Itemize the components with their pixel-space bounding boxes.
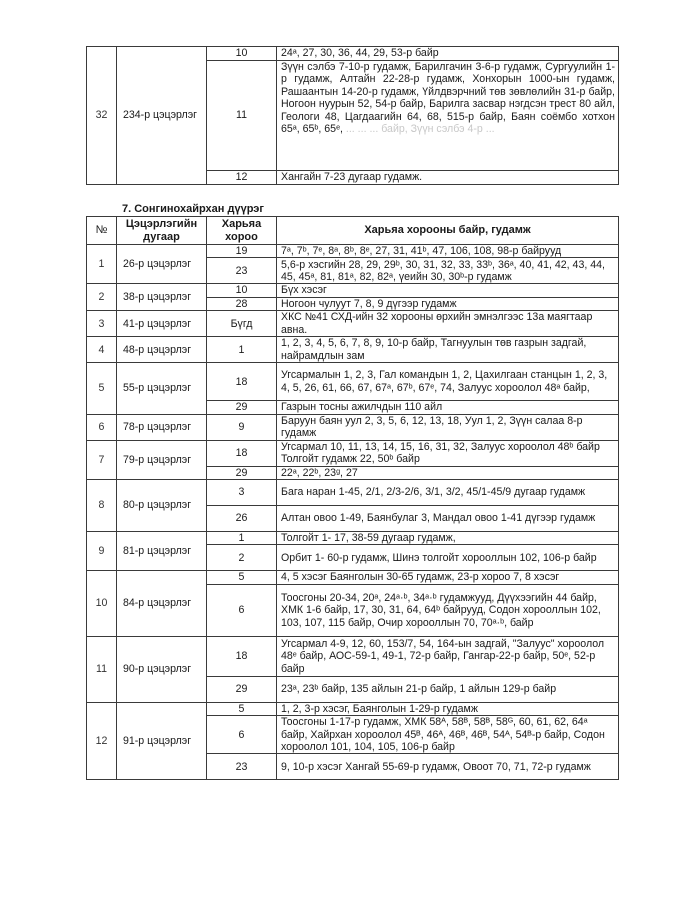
faded-address-text: ... ... ... байр, Зүүн сэлбэ 4-р ... <box>345 123 495 136</box>
kindergarten-name: 78-р цэцэрлэг <box>117 414 207 440</box>
khoroo-cell: 28 <box>207 297 277 310</box>
khoroo-cell: 10 <box>207 47 277 61</box>
table-row <box>87 440 619 466</box>
row-number: 5 <box>87 363 117 414</box>
address-cell: 1, 2, 3-р хэсэг, Баянголын 1-29-р гудамж <box>277 702 619 715</box>
kindergarten-name: 80-р цэцэрлэг <box>117 480 207 532</box>
address-cell: Бүх хэсэг <box>277 284 619 297</box>
address-cell: Тоосгоны 20-34, 20ᵃ, 24ᵃ·ᵇ, 34ᵃ·ᵇ гудамжууд, Дүүхээгийн 44 байр, ХМК 1-6 байр, 17, 30, 31, 64, 64ᵇ байрууд, Содон хорооллын 102, 103, 107, 115 байр, Очир хорооллын 70, 70ᵃ·ᵇ, байр <box>277 584 619 636</box>
table-body <box>87 245 619 780</box>
kindergarten-name: 41-р цэцэрлэг <box>117 311 207 337</box>
header-kindergarten: Цэцэрлэгийн дугаар <box>117 217 207 245</box>
khoroo-cell: 2 <box>207 545 277 571</box>
address-cell <box>277 61 619 171</box>
address-cell: Угсармал 10, 11, 13, 14, 15, 16, 31, 32, Залуус хороолол 48ᵇ байр Толгойт гудамж 22, 50ᵇ байр <box>277 440 619 466</box>
address-cell: 1, 2, 3, 4, 5, 6, 7, 8, 9, 10-р байр, Тагнуулын төв газрын задгай, найрамдлын зам <box>277 337 619 363</box>
table-row <box>87 532 619 545</box>
address-cell: Тоосгоны 1-17-р гудамж, ХМК 58ᴬ, 58ᴮ, 58ᴮ, 58ᴳ, 60, 61, 62, 64ᵃ байр, Хайрхан хороолол 45ᴮ, 46ᴬ, 46ᴮ, 46ᴮ, 54ᴬ, 54ᴮ-р байр, Содон хороолол 101, 104, 105, 106-р байр <box>277 716 619 754</box>
table-row <box>87 414 619 440</box>
kindergarten-name: 81-р цэцэрлэг <box>117 532 207 571</box>
row-number: 7 <box>87 440 117 479</box>
address-text: Зүүн сэлбэ 7-10-р гудамж, Барилгачин 3-6-р гудамж, Сургуулийн 1-р гудамж, Алтайн 22-28-р гудамж, Хонхорын 1000-ын гудамж, Рашаантын 14-20-р гудамж, Үйлдвэрчний төв зөвлөлийн 31-р байр, Ногоон нуурын 52, 54-р байр, Барилга засвар нэгдсэн трест 80 айл, Геологи 48, Цагдаагийн 64, 68, 515-р байр, Баян соёмбо хотхон 65ᵃ, 65ᵇ, 65ᵉ, <box>281 61 615 136</box>
address-cell: Бага наран 1-45, 2/1, 2/3-2/6, 3/1, 3/2, 45/1-45/9 дугаар гудамж <box>277 480 619 506</box>
table-row <box>87 363 619 401</box>
kindergarten-name: 38-р цэцэрлэг <box>117 284 207 311</box>
address-cell: Ногоон чулуут 7, 8, 9 дүгээр гудамж <box>277 297 619 310</box>
khoroo-cell: 1 <box>207 532 277 545</box>
khoroo-cell: 29 <box>207 676 277 702</box>
khoroo-cell: 29 <box>207 466 277 479</box>
row-number: 10 <box>87 571 117 636</box>
khoroo-cell: 6 <box>207 584 277 636</box>
khoroo-cell: 5 <box>207 571 277 584</box>
address-cell: 7ᵃ, 7ᵇ, 7ᵉ, 8ᵃ, 8ᵇ, 8ᵉ, 27, 31, 41ᵇ, 47, 106, 108, 98-р байрууд <box>277 245 619 258</box>
address-cell: 23ᵃ, 23ᵇ байр, 135 айлын 21-р байр, 1 айлын 129-р байр <box>277 676 619 702</box>
table-row <box>87 311 619 337</box>
address-cell: Угсармал 4-9, 12, 60, 153/7, 54, 164-ын задгай, "Залуус" хороолол 48ᵉ байр, АОС-59-1, 49-1, 72-р байр, Гангар-22-р байр, 50ᵉ, 52-р байр <box>277 636 619 676</box>
khoroo-cell: 5 <box>207 702 277 715</box>
row-number: 3 <box>87 311 117 337</box>
table-row <box>87 337 619 363</box>
previous-district-table <box>86 46 619 185</box>
khoroo-cell: 10 <box>207 284 277 297</box>
khoroo-cell: 18 <box>207 636 277 676</box>
khoroo-cell: 18 <box>207 363 277 401</box>
khoroo-cell: 6 <box>207 716 277 754</box>
khoroo-cell: 26 <box>207 506 277 532</box>
table-row <box>87 284 619 297</box>
kindergarten-name: 234-р цэцэрлэг <box>117 47 207 185</box>
header-addresses: Харьяа хорооны байр, гудамж <box>277 217 619 245</box>
table-row <box>87 702 619 715</box>
khoroo-cell: 1 <box>207 337 277 363</box>
row-number: 32 <box>87 47 117 185</box>
row-number: 12 <box>87 702 117 780</box>
address-cell: 22ᵃ, 22ᵇ, 23ᵍ, 27 <box>277 466 619 479</box>
address-cell: Угсармалын 1, 2, 3, Гал командын 1, 2, Цахилгаан станцын 1, 2, 3, 4, 5, 26, 61, 66, 67, 67ᵃ, 67ᵇ, 67ᵉ, 74, Залуус хороолол 48ᵃ байр, <box>277 363 619 401</box>
khoroo-cell: 3 <box>207 480 277 506</box>
address-cell: 4, 5 хэсэг Баянголын 30-65 гудамж, 23-р хороо 7, 8 хэсэг <box>277 571 619 584</box>
table-row <box>87 245 619 258</box>
kindergarten-name: 84-р цэцэрлэг <box>117 571 207 636</box>
kindergarten-name: 91-р цэцэрлэг <box>117 702 207 780</box>
header-no: № <box>87 217 117 245</box>
address-cell: Баруун баян уул 2, 3, 5, 6, 12, 13, 18, Уул 1, 2, Зүүн салаа 8-р гудамж <box>277 414 619 440</box>
khoroo-cell: 18 <box>207 440 277 466</box>
row-number: 1 <box>87 245 117 284</box>
row-number: 11 <box>87 636 117 702</box>
khoroo-cell: 9 <box>207 414 277 440</box>
address-cell: Алтан овоо 1-49, Баянбулаг 3, Мандал овоо 1-41 дүгээр гудамж <box>277 506 619 532</box>
address-cell: Хангайн 7-23 дугаар гудамж. <box>277 171 619 185</box>
address-cell: 5,6-р хэсгийн 28, 29, 29ᵇ, 30, 31, 32, 33, 33ᵇ, 36ᵃ, 40, 41, 42, 43, 44, 45, 45ᵃ, 81, 81ᵃ, 82, 82ᵃ, үеийн 30, 30ᵇ-р гудамж <box>277 258 619 284</box>
table-row <box>87 636 619 676</box>
kindergarten-name: 26-р цэцэрлэг <box>117 245 207 284</box>
row-number: 6 <box>87 414 117 440</box>
row-number: 4 <box>87 337 117 363</box>
address-cell: Газрын тосны ажилчдын 110 айл <box>277 401 619 414</box>
khoroo-cell: 11 <box>207 61 277 171</box>
khoroo-cell: 19 <box>207 245 277 258</box>
address-cell: ХКС №41 СХД-ийн 32 хорооны өрхийн эмнэлгээс 13а маягтаар авна. <box>277 311 619 337</box>
table-row <box>87 47 619 61</box>
table-row <box>87 571 619 584</box>
address-cell: Орбит 1- 60-р гудамж, Шинэ толгойт хорооллын 102, 106-р байр <box>277 545 619 571</box>
address-cell: 9, 10-р хэсэг Хангай 55-69-р гудамж, Овоот 70, 71, 72-р гудамж <box>277 754 619 780</box>
row-number: 9 <box>87 532 117 571</box>
kindergarten-name: 90-р цэцэрлэг <box>117 636 207 702</box>
row-number: 8 <box>87 480 117 532</box>
kindergarten-name: 55-р цэцэрлэг <box>117 363 207 414</box>
khoroo-cell: Бүгд <box>207 311 277 337</box>
address-cell: Толгойт 1- 17, 38-59 дугаар гудамж, <box>277 532 619 545</box>
table-header-row <box>87 217 619 245</box>
district-table <box>86 216 619 780</box>
address-cell: 24ᵃ, 27, 30, 36, 44, 29, 53-р байр <box>277 47 619 61</box>
header-khoroo: Харьяа хороо <box>207 217 277 245</box>
section-title: 7. Сонгинохайрхан дүүрэг <box>122 203 264 215</box>
row-number: 2 <box>87 284 117 311</box>
khoroo-cell: 12 <box>207 171 277 185</box>
khoroo-cell: 23 <box>207 258 277 284</box>
khoroo-cell: 23 <box>207 754 277 780</box>
table-row <box>87 480 619 506</box>
kindergarten-name: 48-р цэцэрлэг <box>117 337 207 363</box>
kindergarten-name: 79-р цэцэрлэг <box>117 440 207 479</box>
khoroo-cell: 29 <box>207 401 277 414</box>
